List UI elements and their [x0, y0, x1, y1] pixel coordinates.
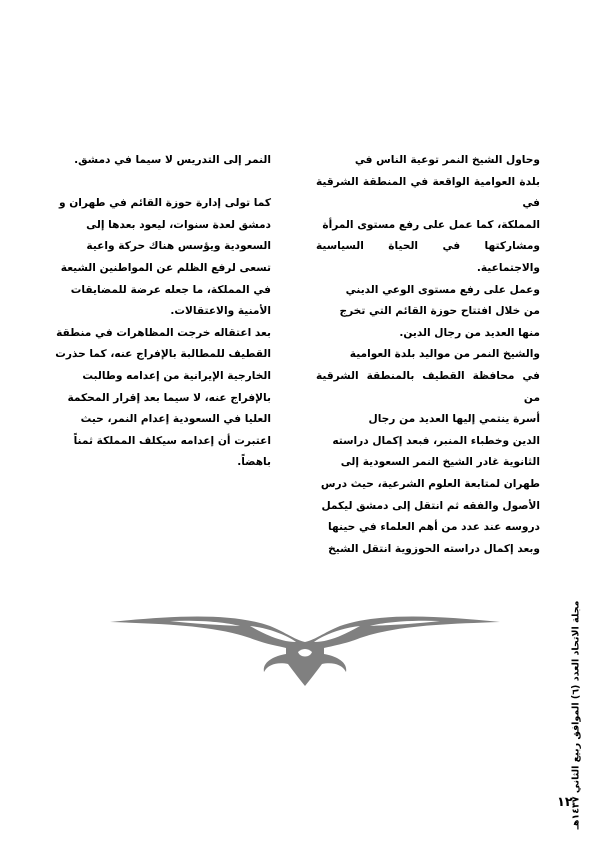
- text-line: المملكة، كما عمل على رفع مستوى المرأة: [322, 218, 540, 231]
- text-line: الثانوية غادر الشيخ النمر السعودية إلى: [340, 456, 540, 469]
- text-line: باهضاً.: [237, 456, 271, 469]
- text-line: طهران لمتابعة العلوم الشرعية، حيث درس: [320, 477, 540, 490]
- page-number: ١٢: [557, 795, 573, 810]
- text-line: من خلال افتتاح حوزة القائم التي تخرج: [339, 305, 540, 318]
- text-line: القطيف للمطالبة بالإفراج عنه، كما حذرت: [55, 348, 271, 361]
- text-line: وبعد إكمال دراسته الحوزوية انتقل الشيخ: [328, 542, 540, 555]
- article-column-left: [47, 150, 271, 474]
- text-line: دمشق لعدة سنوات، ليعود بعدها إلى: [86, 218, 271, 231]
- text-line: العليا في السعودية إعدام النمر، حيث: [80, 413, 271, 426]
- text-line: السعودية ويؤسس هناك حركة واعية: [86, 240, 271, 253]
- text-line: في محافظة القطيف بالمنطقة الشرقية من: [316, 369, 540, 404]
- text-line: في المملكة، ما جعله عرضة للمضايقات: [70, 283, 271, 296]
- decorative-ornament: [110, 612, 500, 687]
- text-line: تسعى لرفع الظلم عن المواطنين الشيعة: [60, 261, 271, 274]
- text-line: بلدة العوامية الواقعة في المنطقة الشرقية في: [316, 175, 540, 210]
- left-column-lines: [47, 193, 271, 474]
- text-line: الأصول والفقه ثم انتقل إلى دمشق ليكمل: [321, 499, 540, 512]
- text-line: بعد اعتقاله خرجت المظاهرات في منطقة: [56, 326, 271, 339]
- text-line: اعتبرت أن إعدامه سيكلف المملكة ثمناً: [73, 434, 271, 447]
- text-line: الأمنية والاعتقالات.: [170, 305, 271, 318]
- text-line: بالإفراج عنه، لا سيما بعد إقرار المحكمة: [67, 391, 271, 404]
- text-line: أسرة ينتمي إليها العديد من رجال: [368, 413, 540, 426]
- column-intro-line: النمر إلى التدريس لا سيما في دمشق.: [74, 154, 271, 166]
- text-line: منها العديد من رجال الدين.: [399, 326, 540, 339]
- text-line: ومشاركتها في الحياة السياسية والاجتماعية.: [316, 240, 540, 274]
- text-line: وعمل على رفع مستوى الوعي الديني: [345, 283, 540, 296]
- magazine-issue-caption: مجلة الاتحاد العدد (٦) الموافق ربيع الثاني ١٤٣٧هـ: [570, 600, 582, 830]
- text-line: الخارجية الإيرانية من إعدامه وطالبت: [82, 369, 271, 382]
- text-line: والشيخ النمر من مواليد بلدة العوامية: [349, 348, 540, 361]
- text-line: كما تولى إدارة حوزة القائم في طهران و: [58, 197, 271, 210]
- paragraph-gap: [47, 172, 271, 194]
- text-line: دروسه عند عدد من أهم العلماء في حينها: [328, 521, 540, 534]
- text-line: وحاول الشيخ النمر توعية الناس في: [354, 154, 540, 166]
- article-column-right: [316, 150, 540, 560]
- text-line: الدين وخطباء المنبر، فبعد إكمال دراسته: [332, 434, 540, 447]
